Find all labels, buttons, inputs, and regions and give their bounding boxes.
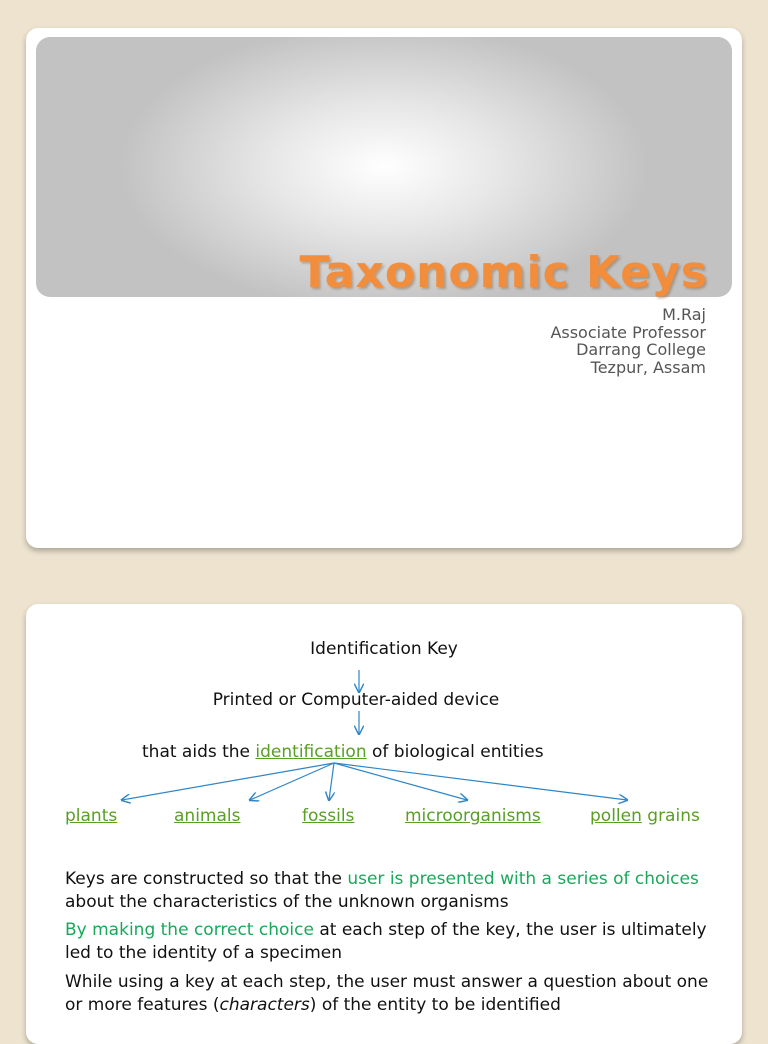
flow-step-identification-key: Identification Key <box>310 639 458 659</box>
entity-fossils[interactable]: fossils <box>302 806 355 826</box>
entity-microorganisms[interactable]: microorganisms <box>405 806 541 826</box>
title-slide <box>26 28 742 548</box>
author-block <box>550 306 706 376</box>
paragraph-while-using <box>65 971 725 1017</box>
entity-plants[interactable]: plants <box>65 806 118 826</box>
author-name: M.Raj <box>662 305 706 324</box>
identification-link[interactable]: identification <box>255 742 367 762</box>
p2-post: at each step of the key, the user is ultimately led to the identity of a specimen <box>65 920 707 963</box>
author-position: Associate Professor <box>550 322 706 342</box>
arrow-to-animals <box>250 763 334 800</box>
aid-prefix: that aids the <box>142 742 256 762</box>
aid-suffix: of biological entities <box>366 742 544 762</box>
p3-pre: While using a key at each step, the user must answer a question about one or more features ( <box>65 972 709 1015</box>
flow-step-device: Printed or Computer-aided device <box>212 690 500 710</box>
p3-post: ) of the entity to be identified <box>309 995 561 1015</box>
entity-grains: grains <box>647 806 700 826</box>
paragraph-correct-choice <box>65 919 725 965</box>
author-institution: Darrang College <box>576 340 706 359</box>
arrow-to-microorganisms <box>334 763 467 800</box>
content-slide <box>26 604 742 1044</box>
slide-title: Taxonomic Keys <box>299 247 708 298</box>
author-location: Tezpur, Assam <box>590 357 706 377</box>
p2-highlight: By making the correct choice <box>65 920 314 940</box>
p1-post: about the characteristics of the unknown organisms <box>65 892 509 912</box>
p1-highlight: user is presented with a series of choices <box>347 869 699 889</box>
entity-animals[interactable]: animals <box>174 806 241 826</box>
p1-pre: Keys are constructed so that the <box>65 869 348 889</box>
arrow-to-fossils <box>329 763 334 800</box>
arrow-to-pollen <box>334 763 627 800</box>
flow-step-aid <box>142 742 544 762</box>
entity-pollen[interactable]: pollen <box>590 806 642 826</box>
arrow-to-plants <box>122 763 334 800</box>
entity-pollen-grains <box>590 806 700 826</box>
paragraph-keys-constructed <box>65 868 725 914</box>
p3-characters: characters <box>219 995 310 1015</box>
